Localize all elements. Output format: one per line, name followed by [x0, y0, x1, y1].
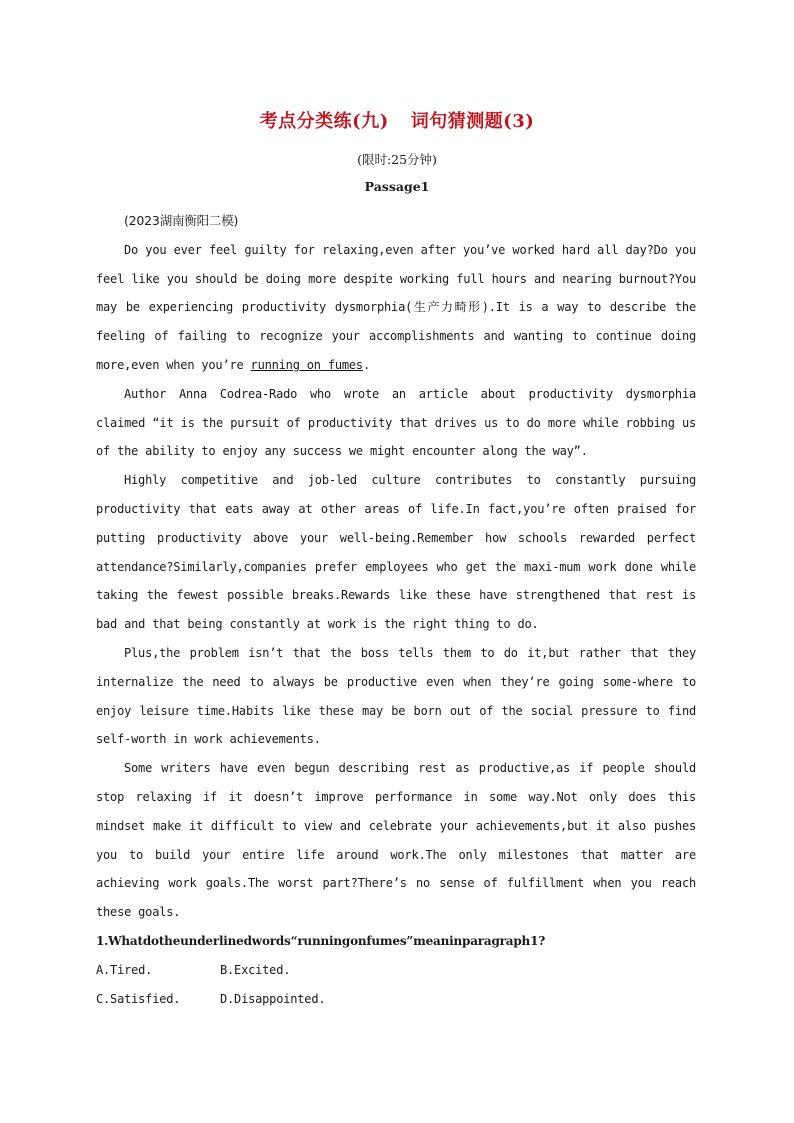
option-d: D.Disappointed.	[220, 991, 326, 1006]
question-1: 1.Whatdotheunderlinedwords“runningonfumes”meaninparagraph1?	[96, 933, 546, 948]
paragraph-2: Author Anna Codrea-Rado who wrote an article about productivity dysmorphia claimed “it is the pursuit of productivity that drives us to do more while robbing us of the ability to enjoy any success we might encounter along the way”.	[96, 386, 696, 459]
option-b: B.Excited.	[220, 962, 291, 977]
option-c: C.Satisfied.	[96, 991, 181, 1006]
paragraph-1-before: Do you ever feel guilty for relaxing,even after you’ve worked hard all day?Do you feel like you should be doing more despite working full hours and nearing burnout?You may be experiencing productivity dysmorphia(生产力畸形).It is a way to describe the feeling of failing to recognize your accomplishments and wanting to continue doing more,even when you’re	[96, 242, 696, 372]
paragraph-3: Highly competitive and job-led culture contributes to constantly pursuing productivity that eats away at other areas of life.In fact,you’re often praised for putting productivity above your well-being.Remember how schools rewarded perfect attendance?Similarly,companies prefer employees who get the maxi-mum work done while taking the fewest possible breaks.Rewards like these have strengthened that rest is bad and that being constantly at work is the right thing to do.	[96, 473, 696, 632]
underlined-phrase: running on fumes	[250, 357, 363, 372]
title-part-1: 考点分类练(九)	[259, 111, 389, 132]
passage-label: Passage1	[364, 179, 430, 194]
question-1-options	[96, 956, 696, 1014]
paragraph-1	[96, 236, 696, 380]
passage-body	[96, 207, 696, 1013]
page-title	[0, 107, 794, 133]
source-note: (2023湖南衡阳二模)	[124, 213, 239, 228]
time-limit: (限时:25分钟)	[357, 152, 437, 167]
paragraph-4: Plus,the problem isn’t that the boss tells them to do it,but rather that they internalize the need to always be productive even when they’re going some-where to enjoy leisure time.Habits like these may be born out of the social pressure to find self-worth in work achievements.	[96, 645, 696, 747]
paragraph-5: Some writers have even begun describing rest as productive,as if people should stop relaxing if it doesn’t improve performance in some way.Not only does this mindset make it difficult to view and celebrate your achievements,but it also pushes you to build your entire life around work.The only milestones that matter are achieving work goals.The worst part?There’s no sense of fulfillment when you reach these goals.	[96, 761, 696, 920]
title-part-2: 词句猜测题(3)	[410, 111, 535, 132]
paragraph-1-after: .	[362, 357, 370, 372]
option-a: A.Tired.	[96, 962, 153, 977]
